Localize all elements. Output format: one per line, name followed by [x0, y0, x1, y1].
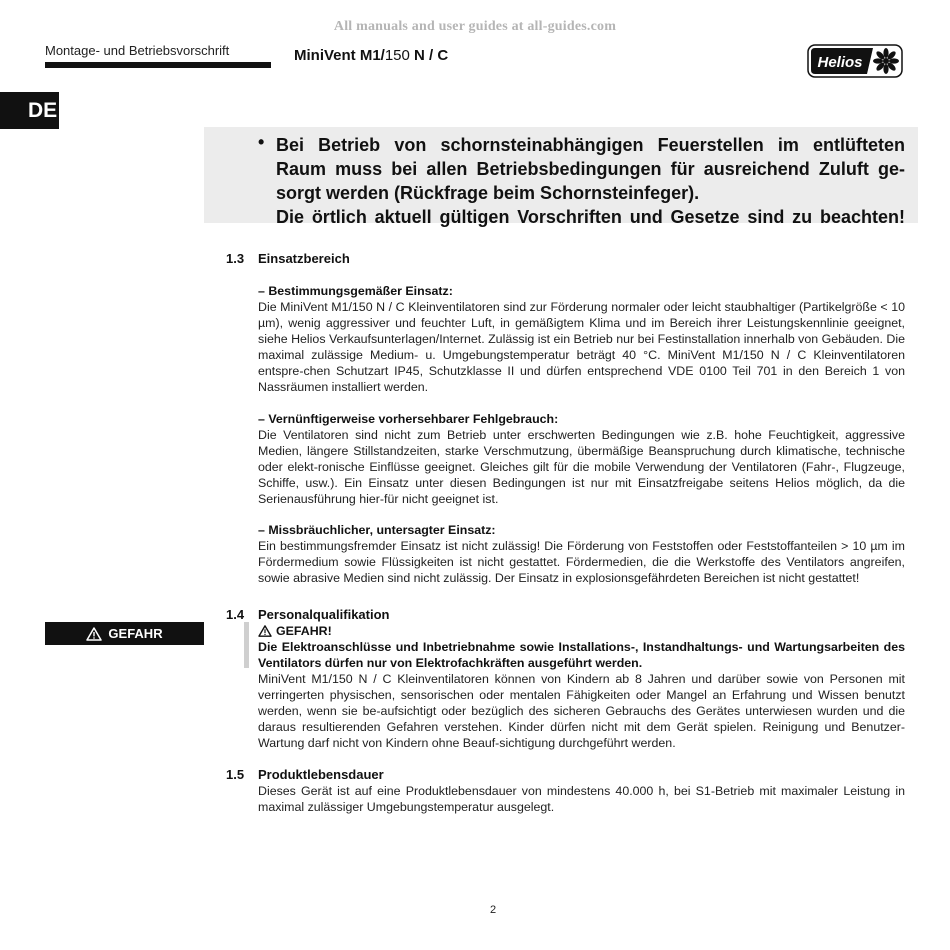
- prohibited-use-text: Ein bestimmungsfremder Einsatz ist nicht zulässig! Die Förderung von Feststoffen oder Feststoffanteilen > 10 µm im Fördermedium sowie Flüssigkeiten ist nicht gestattet. Fördermedien, die die Werkstoffe des Ventilators angreifen, sowie abrasive Medien sind nicht zulässig. Der Einsatz in explosionsgefährdeten Bereichen ist nicht gestattet!: [258, 539, 905, 585]
- product-title: [294, 47, 448, 64]
- notice-bullet: •: [258, 132, 265, 152]
- lifetime-text: Dieses Gerät ist auf eine Produktlebensdauer von mindestens 40.000 h, bei S1-Betrieb mit maximaler Leistung in maximal zulässiger Umgebungstemperatur ausgelegt.: [258, 784, 905, 814]
- watermark: All manuals and user guides at all-guides.com: [333, 19, 617, 34]
- danger-side-label-text: GEFAHR: [108, 626, 163, 641]
- qualification-block: [258, 623, 905, 751]
- product-number: 150: [384, 47, 410, 64]
- intended-use-heading: – Bestimmungsgemäßer Einsatz:: [258, 284, 453, 298]
- foreseeable-misuse-block: [258, 411, 905, 507]
- foreseeable-misuse-heading: – Vernünftigerweise vorhersehbarer Fehlgebrauch:: [258, 412, 559, 426]
- danger-heading: [258, 623, 905, 639]
- page-number: 2: [489, 904, 497, 916]
- notice-line: Bei Betrieb von schornsteinabhängigen Feuerstellen im entlüfteten: [276, 135, 905, 155]
- header-rule: [45, 62, 271, 68]
- danger-bar: [244, 622, 249, 668]
- notice-line: Raum muss bei allen Betriebsbedingungen für ausreichend Zuluft ge-: [276, 159, 905, 179]
- intended-use-block: [258, 283, 905, 395]
- notice-line: Die örtlich aktuell gültigen Vorschriften und Gesetze sind zu beachten!: [276, 207, 905, 227]
- prohibited-use-block: [258, 522, 905, 586]
- section-title: Einsatzbereich: [258, 251, 350, 266]
- warning-icon: [86, 627, 102, 641]
- notice-line: sorgt werden (Rückfrage beim Schornsteinfeger).: [276, 183, 700, 203]
- section-title: Produktlebensdauer: [258, 767, 384, 782]
- section-number: 1.4: [226, 607, 245, 622]
- danger-side-label: [45, 622, 204, 645]
- product-suffix: N / C: [409, 47, 449, 64]
- helios-logo: [807, 44, 903, 78]
- prohibited-use-heading: – Missbräuchlicher, untersagter Einsatz:: [258, 523, 496, 537]
- intended-use-text: Die MiniVent M1/150 N / C Kleinventilatoren sind zur Förderung normaler oder leicht staubhaltiger (Partikelgröße < 10 µm), wenig aggressiver und feuchter Luft, in gemäßigtem Klima und im Bereich ihrer Leistungskennlinie geeignet, siehe Helios Verkaufsunterlagen/Internet. Zulässig ist ein Betrieb nur bei Festinstallation innerhalb von Gebäuden. Die maximal zulässige Medium- u. Umgebungstemperatur beträgt 40 °C. MiniVent M1/150 N / C Kleinventilatoren entspre-chen Schutzart IP45, Schutzklasse II und dürfen entsprechend VDE 0100 Teil 701 in den Bereich 1 von Nassräumen installiert werden.: [258, 300, 905, 394]
- section-title: Personalqualifikation: [258, 607, 390, 622]
- fan-icon: [873, 48, 899, 74]
- danger-heading-text: GEFAHR!: [276, 624, 332, 638]
- section-number: 1.5: [226, 767, 245, 782]
- document-type: Montage- und Betriebsvorschrift: [45, 43, 230, 58]
- section-number: 1.3: [226, 251, 245, 266]
- language-tab: DE: [0, 92, 59, 129]
- lifetime-block: [258, 783, 905, 815]
- logo-text: Helios: [817, 54, 863, 71]
- warning-icon: [258, 625, 272, 637]
- danger-statement: Die Elektroanschlüsse und Inbetriebnahme sowie Installations-, Instandhaltungs- und Wartungsarbeiten des Ventilators dürfen nur von Elektrofachkräften ausgeführt werden.: [258, 640, 905, 670]
- notice-text: [276, 133, 905, 229]
- qualification-text: MiniVent M1/150 N / C Kleinventilatoren können von Kindern ab 8 Jahren und darüber sowie von Personen mit verringerten physischen, sensorischen oder mentalen Fähigkeiten oder Mangel an Erfahrung und Wissen benutzt werden, wenn sie be-aufsichtigt oder bezüglich des sicheren Gebrauchs des Gerätes unterwiesen wurden und die daraus resultierenden Gefahren verstehen. Kinder dürfen nicht mit dem Gerät spielen. Reinigung und Benutzer-Wartung darf nicht von Kindern ohne Beauf-sichtigung durchgeführt werden.: [258, 672, 905, 750]
- product-name: MiniVent M1/: [294, 47, 385, 64]
- foreseeable-misuse-text: Die Ventilatoren sind nicht zum Betrieb unter erschwerten Bedingungen wie z.B. hohe Feuchtigkeit, aggressive Medien, längere Stillstandzeiten, starke Verschmutzung, übermäßige Beanspruchung durch klimatische, technische oder elekt-ronische Einflüsse geeignet. Gleiches gilt für die mobile Verwendung der Ventilatoren (Fahr-, Flugzeuge, Schiffe, usw.). Ein Einsatz unter diesen Bedingungen ist nur mit Einsatzfreigabe seitens Helios möglich, da die Serienausführung hier-für nicht geeignet ist.: [258, 428, 905, 506]
